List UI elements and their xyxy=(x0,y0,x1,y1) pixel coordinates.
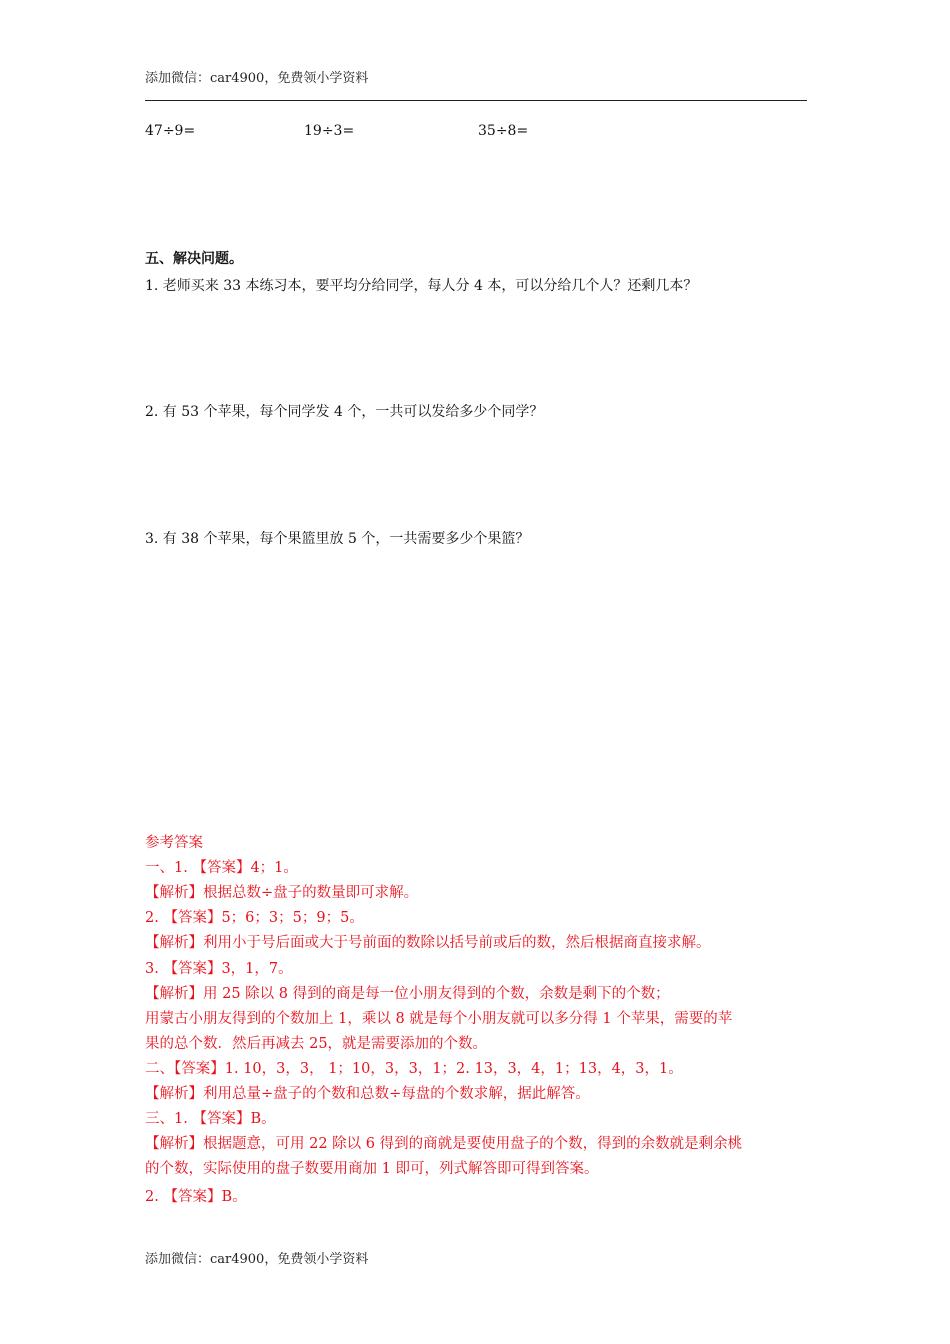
section-title: 五、解决问题。 xyxy=(145,251,243,267)
answers-title: 参考答案 xyxy=(145,835,203,851)
exercise-2: 19÷3= xyxy=(304,123,355,139)
header-divider xyxy=(145,100,807,101)
answer-line: 【解析】用 25 除以 8 得到的商是每一位小朋友得到的个数，余数是剩下的个数； xyxy=(145,986,670,1002)
answer-line: 2. 【答案】B。 xyxy=(145,1189,247,1205)
answer-line: 果的总个数．然后再减去 25，就是需要添加的个数。 xyxy=(145,1036,488,1052)
answer-line: 三、1. 【答案】B。 xyxy=(145,1111,276,1127)
answer-line: 【解析】利用小于号后面或大于号前面的数除以括号前或后的数，然后根据商直接求解。 xyxy=(145,935,711,951)
answer-line: 【解析】根据总数÷盘子的数量即可求解。 xyxy=(145,885,419,901)
page-header: 添加微信：car4900，免费领小学资料 xyxy=(145,71,369,86)
exercise-3: 35÷8= xyxy=(478,123,529,139)
question-1: 1. 老师买来 33 本练习本，要平均分给同学，每人分 4 本，可以分给几个人？还剩几本？ xyxy=(145,278,698,294)
page-footer: 添加微信：car4900，免费领小学资料 xyxy=(145,1252,369,1267)
question-3: 3. 有 38 个苹果，每个果篮里放 5 个，一共需要多少个果篮？ xyxy=(145,531,530,547)
answer-line: 【解析】根据题意，可用 22 除以 6 得到的商就是要使用盘子的个数，得到的余数就是剩余桃 xyxy=(145,1136,743,1152)
answer-line: 的个数，实际使用的盘子数要用商加 1 即可，列式解答即可得到答案。 xyxy=(145,1161,599,1177)
answer-line: 用蒙古小朋友得到的个数加上 1，乘以 8 就是每个小朋友就可以多分得 1 个苹果，需要的苹 xyxy=(145,1011,733,1027)
answer-line: 2. 【答案】5；6；3；5；9；5。 xyxy=(145,910,364,926)
answer-line: 【解析】利用总量÷盘子的个数和总数÷每盘的个数求解，据此解答。 xyxy=(145,1086,590,1102)
answer-line: 二、【答案】1. 10，3，3， 1；10，3，3，1；2. 13，3，4，1；13，4，3，1。 xyxy=(145,1061,683,1077)
question-2: 2. 有 53 个苹果，每个同学发 4 个，一共可以发给多少个同学？ xyxy=(145,404,544,420)
answer-line: 一、1. 【答案】4；1。 xyxy=(145,860,298,876)
answer-line: 3. 【答案】3，1，7。 xyxy=(145,961,293,977)
exercise-1: 47÷9= xyxy=(145,123,196,139)
